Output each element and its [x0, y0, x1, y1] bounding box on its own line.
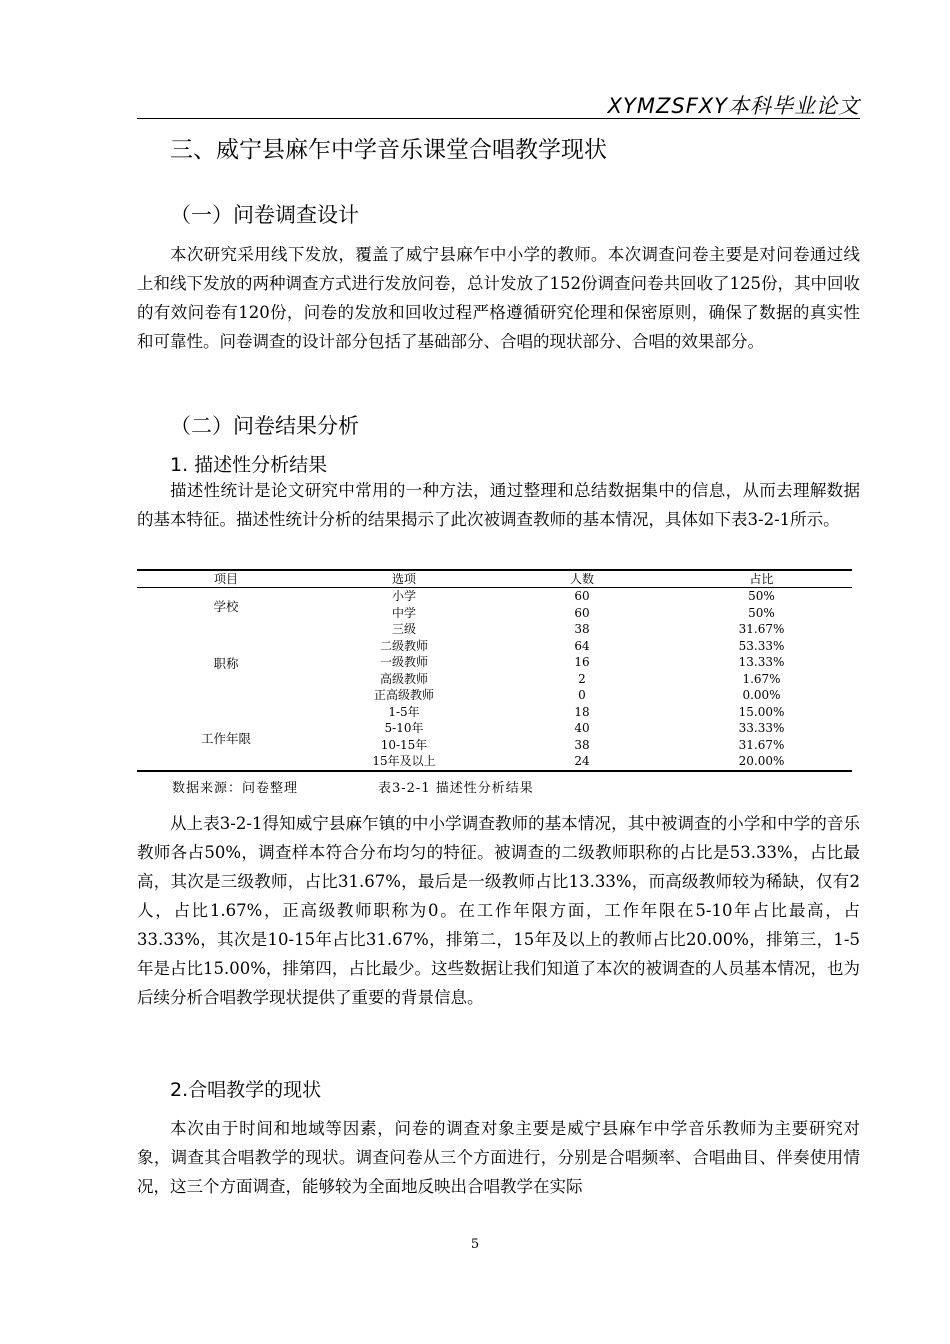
- count-cell: 2: [578, 671, 586, 686]
- table-row: [137, 671, 852, 688]
- status-paragraph: 本次由于时间和地域等因素，问卷的调查对象主要是威宁县麻乍中学音乐教师为主要研究对象，调查其合唱教学的现状。调查问卷从三个方面进行，分别是合唱频率、合唱曲目、伴奏使用情况，这三个方面调查，能够较为全面地反映出合唱教学在实际: [137, 1119, 860, 1196]
- group-label-school: 学校: [213, 599, 239, 614]
- count-cell: 16: [574, 655, 590, 669]
- option-cell: 二级教师: [379, 638, 428, 653]
- table-row: [137, 753, 852, 770]
- table-row: [137, 704, 852, 721]
- design-paragraph: 本次研究采用线下发放，覆盖了威宁县麻乍中小学的教师。本次调查问卷主要是对问卷通过线上和线下发放的两种调查方式进行发放问卷，总计发放了152份调查问卷共回收了125份，其中回收的有效问卷有120份，问卷的发放和回收过程严格遵循研究伦理和保密原则，确保了数据的真实性和可靠性。问卷调查的设计部分包括了基础部分、合唱的现状部分、合唱的效果部分。: [137, 245, 860, 351]
- page-number: 5: [470, 1237, 480, 1252]
- count-cell: 24: [574, 754, 590, 768]
- option-cell: 小学: [391, 589, 416, 603]
- option-cell: 1-5年: [388, 704, 420, 719]
- ratio-cell: 31.67%: [738, 622, 785, 636]
- ratio-cell: 50%: [748, 605, 775, 620]
- table-row: [137, 638, 852, 655]
- section-title: 三、威宁县麻乍中学音乐课堂合唱教学现状: [170, 137, 607, 163]
- ratio-cell: 20.00%: [738, 754, 785, 768]
- analysis-paragraph: 从上表3-2-1得知威宁县麻乍镇的中小学调查教师的基本情况，其中被调查的小学和中学的音乐教师各占50%，调查样本符合分布均匀的特征。被调查的二级教师职称的占比是53.33%，占比最高，其次是三级教师，占比31.67%，最后是一级教师占比13.33%，而高级教师较为稀缺，仅有2人，占比1.67%，正高级教师职称为0。在工作年限方面，工作年限在5-10年占比最高，占33.33%，其次是10-15年占比31.67%，排第二，15年及以上的教师占比20.00%，排第三，1-5年是占比15.00%，排第四，占比最少。这些数据让我们知道了本次的被调查的人员基本情况，也为后续分析合唱教学现状提供了重要的背景信息。: [137, 814, 860, 1007]
- option-cell: 三级: [391, 622, 416, 636]
- running-header: XYMZSFXY本科毕业论文: [607, 94, 860, 118]
- header-cell: 项目: [213, 572, 238, 586]
- ratio-cell: 15.00%: [738, 704, 785, 719]
- subsection-title-1: （一）问卷调查设计: [170, 203, 359, 227]
- intro-paragraph: 描述性统计是论文研究中常用的一种方法，通过整理和总结数据集中的信息，从而去理解数据的基本特征。描述性统计分析的结果揭示了此次被调查教师的基本情况，具体如下表3-2-1所示。: [137, 481, 860, 529]
- ratio-cell: 50%: [748, 589, 775, 603]
- table-header-row: [137, 571, 852, 588]
- ratio-cell: 13.33%: [738, 655, 785, 669]
- option-cell: 5-10年: [384, 721, 424, 735]
- option-cell: 正高级教师: [373, 688, 434, 702]
- header-cell: 占比: [749, 572, 774, 586]
- count-cell: 64: [574, 638, 590, 653]
- option-cell: 中学: [391, 605, 416, 620]
- item-title-2: 2.合唱教学的现状: [170, 1079, 322, 1101]
- table-row: [137, 621, 852, 638]
- item-title-1: 1. 描述性分析结果: [170, 454, 328, 476]
- table-source: 数据来源：问卷整理: [172, 781, 299, 796]
- header-rule: [137, 118, 860, 119]
- option-cell: 10-15年: [380, 737, 428, 752]
- count-cell: 60: [574, 605, 590, 620]
- option-cell: 一级教师: [379, 655, 428, 669]
- table-caption: 表3-2-1 描述性分析结果: [378, 781, 534, 796]
- ratio-cell: 31.67%: [738, 737, 785, 752]
- header-cell: 人数: [569, 572, 594, 586]
- count-cell: 0: [578, 688, 586, 702]
- count-cell: 40: [574, 721, 590, 735]
- ratio-cell: 0.00%: [742, 688, 781, 702]
- count-cell: 38: [574, 737, 590, 752]
- option-cell: 15年及以上: [372, 754, 436, 768]
- count-cell: 18: [574, 704, 590, 719]
- group-label-title: 职称: [213, 656, 239, 671]
- ratio-cell: 53.33%: [738, 638, 785, 653]
- count-cell: 38: [574, 622, 590, 636]
- header-cell: 选项: [391, 572, 416, 586]
- ratio-cell: 33.33%: [738, 721, 785, 735]
- subsection-title-2: （二）问卷结果分析: [170, 414, 359, 438]
- count-cell: 60: [574, 589, 590, 603]
- table-row: [137, 687, 852, 704]
- group-label-years: 工作年限: [200, 731, 251, 746]
- ratio-cell: 1.67%: [742, 671, 781, 686]
- option-cell: 高级教师: [379, 671, 428, 686]
